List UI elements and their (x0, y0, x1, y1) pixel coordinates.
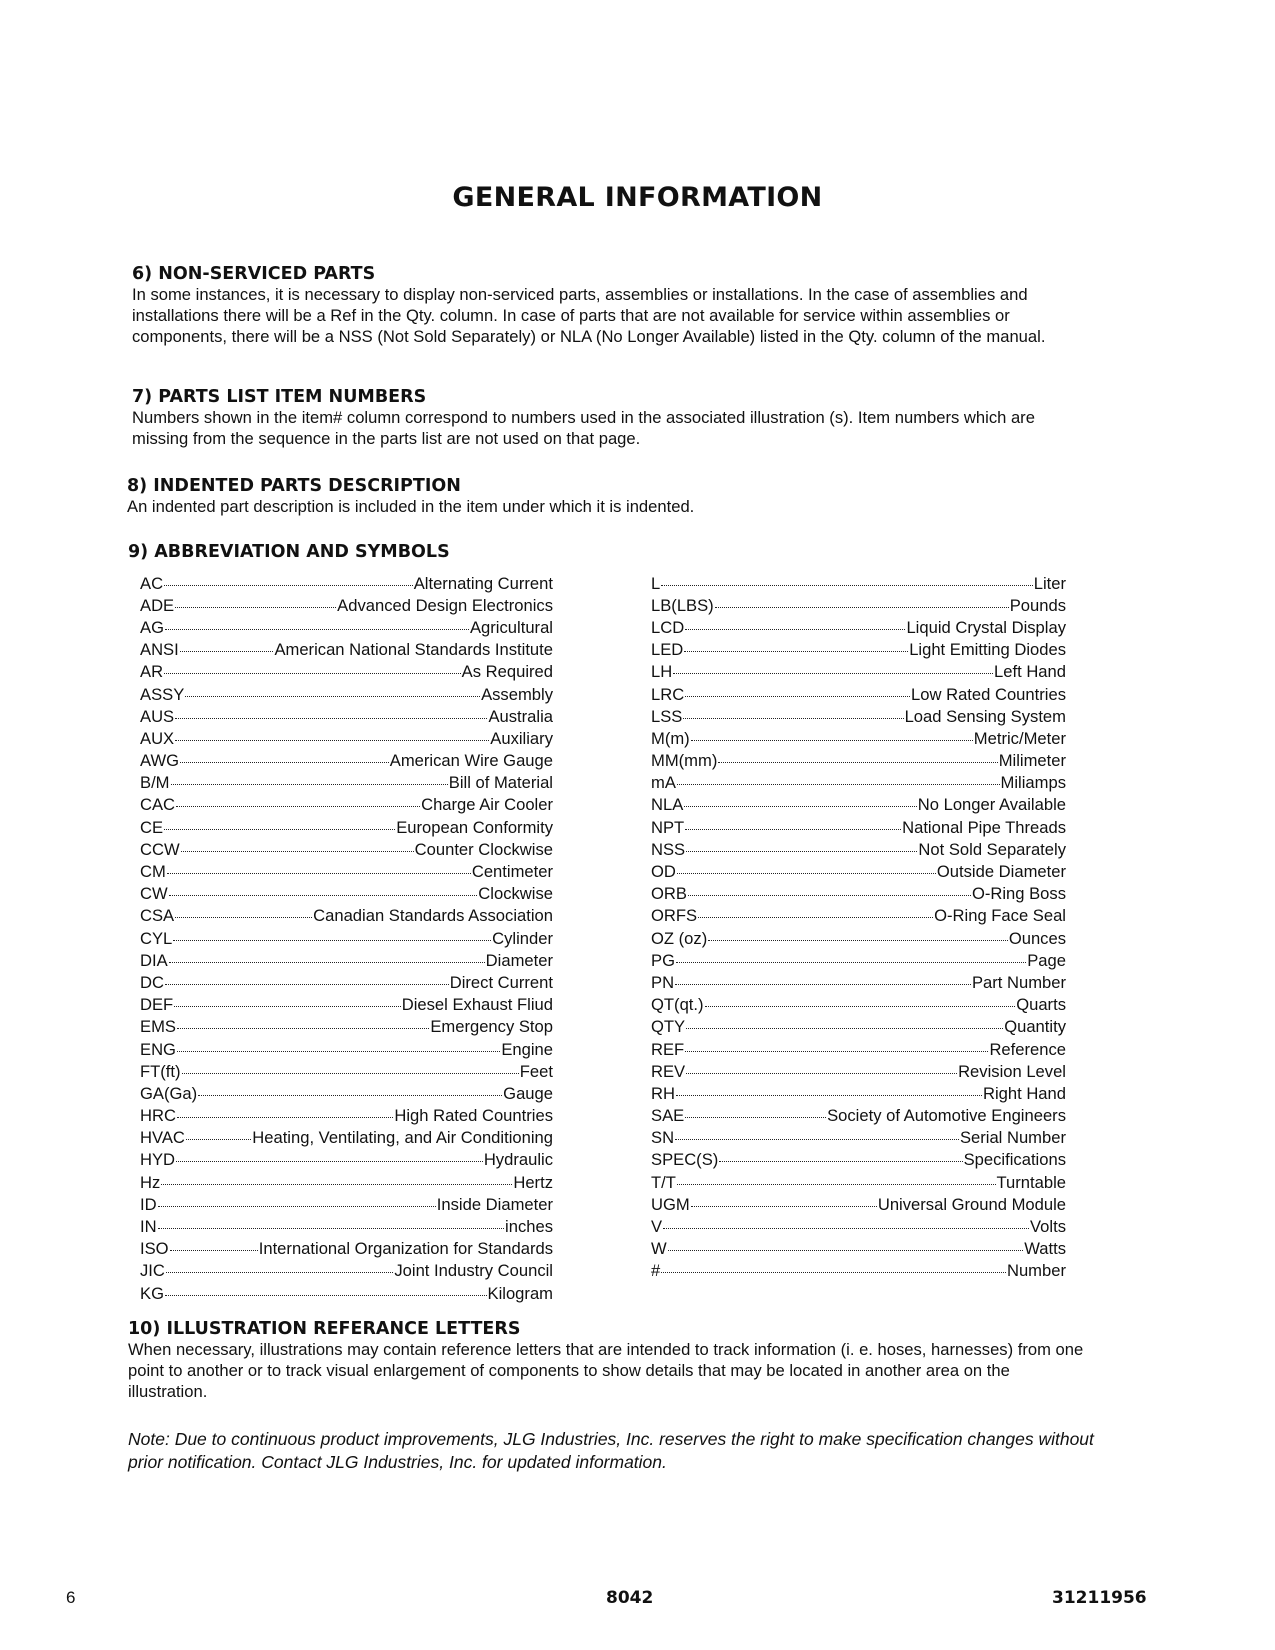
leader-dots (198, 1078, 502, 1096)
leader-dots (685, 612, 905, 630)
abbreviation-term: OZ (oz) (651, 928, 708, 948)
abbreviation-definition: Reference (989, 1039, 1066, 1059)
abbreviation-definition: Heating, Ventilating, and Air Conditioning (252, 1128, 553, 1148)
section-heading: 8) INDENTED PARTS DESCRIPTION (127, 476, 461, 496)
abbreviation-definition: Diesel Exhaust Fliud (401, 995, 553, 1015)
abbreviation-definition: No Longer Available (917, 795, 1066, 815)
abbreviation-definition: Quarts (1016, 995, 1066, 1015)
leader-dots (164, 568, 413, 586)
abbreviation-definition: Cylinder (492, 928, 553, 948)
abbreviation-term: NSS (651, 839, 686, 859)
abbreviation-term: NLA (651, 795, 684, 815)
abbreviation-term: B/M (140, 773, 170, 793)
abbreviation-definition: High Rated Countries (394, 1106, 553, 1126)
leader-dots (170, 1234, 258, 1252)
abbreviation-definition: Load Sensing System (904, 706, 1066, 726)
leader-dots (182, 1056, 519, 1074)
abbreviation-list-right (651, 571, 1066, 1281)
leader-dots (708, 923, 1008, 941)
leader-dots (176, 790, 420, 808)
abbreviation-definition: O-Ring Face Seal (934, 906, 1066, 926)
abbreviation-term: QT(qt.) (651, 995, 704, 1015)
leader-dots (176, 1145, 483, 1163)
abbreviation-term: LED (651, 640, 684, 660)
leader-dots (686, 834, 917, 852)
leader-dots (661, 568, 1032, 586)
abbreviation-definition: Hydraulic (483, 1150, 553, 1170)
abbreviation-definition: Kilogram (487, 1283, 553, 1303)
abbreviation-term: CM (140, 862, 166, 882)
section-heading: 9) ABBREVIATION AND SYMBOLS (128, 542, 450, 562)
abbreviation-term: RH (651, 1083, 675, 1103)
abbreviation-list-left (140, 571, 553, 1303)
abbreviation-term: mA (651, 773, 676, 793)
leader-dots (684, 635, 908, 653)
leader-dots (177, 1034, 500, 1052)
section-heading: 7) PARTS LIST ITEM NUMBERS (132, 387, 427, 407)
abbreviation-term: AC (140, 573, 164, 593)
leader-dots (177, 1101, 393, 1119)
abbreviation-definition: Part Number (971, 972, 1066, 992)
leader-dots (177, 1012, 429, 1030)
leader-dots (685, 1034, 988, 1052)
abbreviation-term: L (651, 573, 661, 593)
abbreviation-term: REV (651, 1061, 686, 1081)
abbreviation-definition: Right Hand (982, 1083, 1066, 1103)
leader-dots (676, 945, 1026, 963)
abbreviation-term: ADE (140, 595, 175, 615)
abbreviation-definition: Liquid Crystal Display (906, 617, 1066, 637)
abbreviation-term: AG (140, 617, 164, 637)
leader-dots (686, 1012, 1003, 1030)
abbreviation-term: AUS (140, 706, 175, 726)
leader-dots (175, 590, 336, 608)
abbreviation-definition: Direct Current (449, 972, 553, 992)
abbreviation-term: GA(Ga) (140, 1083, 198, 1103)
leader-dots (691, 1189, 877, 1207)
abbreviation-term: KG (140, 1283, 164, 1303)
abbreviation-term: HRC (140, 1106, 176, 1126)
leader-dots (676, 1078, 982, 1096)
abbreviation-definition: Page (1027, 950, 1066, 970)
section-parts-list-item-numbers (132, 386, 1092, 450)
leader-dots (691, 723, 973, 741)
leader-dots (685, 1101, 826, 1119)
abbreviation-term: PG (651, 950, 675, 970)
abbreviation-definition: Milimeter (998, 751, 1066, 771)
abbreviation-row (651, 1259, 1066, 1281)
leader-dots (685, 679, 910, 697)
leader-dots (677, 1167, 996, 1185)
section-illustration-reference-letters (128, 1318, 1088, 1402)
leader-dots (698, 901, 933, 919)
abbreviation-definition: Revision Level (958, 1061, 1066, 1081)
section-body: In some instances, it is necessary to display non-serviced parts, assemblies or installations. In the case of assemblies and installations there will be a Ref in the Qty. column. In case of parts that are not available for service within assemblies or components, there will be a NSS (Not Sold Separately) or NLA (No Longer Available) listed in the Qty. column of the manual. (132, 285, 1046, 346)
abbreviation-definition: Left Hand (994, 662, 1066, 682)
abbreviation-definition: Turntable (996, 1172, 1066, 1192)
abbreviation-term: FT(ft) (140, 1061, 181, 1081)
leader-dots (164, 657, 461, 675)
leader-dots (165, 1278, 487, 1296)
abbreviation-term: ISO (140, 1239, 169, 1259)
abbreviation-definition: International Organization for Standards (258, 1239, 553, 1259)
abbreviation-definition: Engine (501, 1039, 553, 1059)
leader-dots (181, 834, 414, 852)
leader-dots (715, 590, 1009, 608)
leader-dots (677, 768, 1000, 786)
abbreviation-definition: Outside Diameter (936, 862, 1066, 882)
section-heading: 10) ILLUSTRATION REFERANCE LETTERS (128, 1319, 521, 1339)
abbreviation-term: CYL (140, 928, 173, 948)
leader-dots (686, 1056, 957, 1074)
abbreviation-term: LB(LBS) (651, 595, 714, 615)
abbreviation-definition: Gauge (503, 1083, 553, 1103)
abbreviation-term: CSA (140, 906, 175, 926)
abbreviation-term: QTY (651, 1017, 686, 1037)
abbreviation-term: CE (140, 817, 164, 837)
abbreviation-term: LH (651, 662, 673, 682)
abbreviation-term: PN (651, 972, 675, 992)
abbreviation-definition: Number (1006, 1261, 1066, 1281)
abbreviation-row (140, 1281, 553, 1303)
abbreviation-term: # (651, 1261, 661, 1281)
abbreviation-term: LCD (651, 617, 685, 637)
section-heading: 6) NON-SERVICED PARTS (132, 264, 376, 284)
abbreviation-definition: Counter Clockwise (414, 839, 553, 859)
leader-dots (688, 879, 971, 897)
leader-dots (677, 856, 936, 874)
abbreviation-definition: Alternating Current (413, 573, 553, 593)
abbreviation-term: CAC (140, 795, 176, 815)
leader-dots (705, 990, 1016, 1008)
leader-dots (685, 812, 901, 830)
footer-page-number: 6 (66, 1588, 76, 1607)
abbreviation-term: CW (140, 884, 168, 904)
abbreviation-definition: Not Sold Separately (918, 839, 1066, 859)
abbreviation-definition: As Required (461, 662, 553, 682)
abbreviation-term: ORFS (651, 906, 698, 926)
abbreviation-term: HYD (140, 1150, 176, 1170)
section-non-serviced-parts (132, 263, 1092, 347)
abbreviation-definition: Agricultural (469, 617, 553, 637)
abbreviation-definition: Assembly (481, 684, 553, 704)
abbreviation-definition: Feet (519, 1061, 553, 1081)
leader-dots (169, 879, 478, 897)
abbreviation-definition: inches (505, 1217, 553, 1237)
abbreviation-term: SN (651, 1128, 675, 1148)
abbreviation-term: SPEC(S) (651, 1150, 719, 1170)
leader-dots (175, 901, 312, 919)
section-abbreviations (128, 541, 1088, 563)
abbreviation-definition: Inside Diameter (436, 1194, 553, 1214)
disclaimer-note: Note: Due to continuous product improvements, JLG Industries, Inc. reserves the right to make specification changes without prior notification. Contact JLG Industries, Inc. for updated information. (128, 1429, 1094, 1472)
abbreviation-term: IN (140, 1217, 157, 1237)
leader-dots (158, 1189, 436, 1207)
abbreviation-definition: Joint Industry Council (394, 1261, 553, 1281)
abbreviation-term: T/T (651, 1172, 676, 1192)
abbreviation-definition: Hertz (513, 1172, 553, 1192)
abbreviation-term: ORB (651, 884, 687, 904)
abbreviation-definition: Pounds (1009, 595, 1066, 615)
abbreviation-term: UGM (651, 1194, 690, 1214)
abbreviation-definition: Clockwise (478, 884, 553, 904)
leader-dots (164, 812, 395, 830)
abbreviation-term: CCW (140, 839, 180, 859)
section-body: An indented part description is included in the item under which it is indented. (127, 497, 695, 516)
leader-dots (675, 967, 971, 985)
abbreviation-definition: Diameter (485, 950, 553, 970)
abbreviation-term: LRC (651, 684, 685, 704)
abbreviation-definition: Miliamps (1000, 773, 1066, 793)
abbreviation-term: ID (140, 1194, 157, 1214)
abbreviation-definition: National Pipe Threads (902, 817, 1066, 837)
leader-dots (175, 723, 489, 741)
footer-document-number: 31211956 (1052, 1588, 1147, 1608)
abbreviation-term: ANSI (140, 640, 179, 660)
abbreviation-definition: Emergency Stop (430, 1017, 553, 1037)
abbreviation-term: AWG (140, 751, 180, 771)
abbreviation-definition: Canadian Standards Association (313, 906, 553, 926)
abbreviation-definition: Society of Automotive Engineers (827, 1106, 1066, 1126)
abbreviation-term: LSS (651, 706, 683, 726)
abbreviation-term: MM(mm) (651, 751, 718, 771)
abbreviation-definition: Quantity (1004, 1017, 1066, 1037)
abbreviation-definition: Volts (1030, 1217, 1066, 1237)
leader-dots (161, 1167, 512, 1185)
abbreviation-term: W (651, 1239, 667, 1259)
abbreviation-term: DIA (140, 950, 168, 970)
leader-dots (668, 1234, 1024, 1252)
leader-dots (661, 1256, 1006, 1274)
section-body: Numbers shown in the item# column correspond to numbers used in the associated illustration (s). Item numbers which are missing from the sequence in the parts list are not used on that page. (132, 408, 1035, 448)
abbreviation-definition: Serial Number (959, 1128, 1066, 1148)
abbreviation-definition: Auxiliary (490, 728, 553, 748)
abbreviation-term: ASSY (140, 684, 185, 704)
leader-dots (175, 701, 487, 719)
leader-dots (180, 746, 389, 764)
abbreviation-term: ENG (140, 1039, 176, 1059)
abbreviation-term: DC (140, 972, 164, 992)
abbreviation-definition: Charge Air Cooler (421, 795, 553, 815)
abbreviation-definition: American National Standards Institute (274, 640, 553, 660)
leader-dots (166, 1256, 393, 1274)
abbreviation-term: Hz (140, 1172, 161, 1192)
leader-dots (165, 612, 469, 630)
leader-dots (663, 1211, 1029, 1229)
leader-dots (158, 1211, 504, 1229)
abbreviation-definition: Australia (488, 706, 553, 726)
abbreviation-definition: Ounces (1008, 928, 1066, 948)
abbreviation-definition: Watts (1024, 1239, 1066, 1259)
abbreviation-term: REF (651, 1039, 685, 1059)
abbreviation-definition: Universal Ground Module (877, 1194, 1066, 1214)
abbreviation-definition: Centimeter (471, 862, 553, 882)
abbreviation-term: SAE (651, 1106, 685, 1126)
page-title: GENERAL INFORMATION (452, 182, 823, 213)
leader-dots (684, 790, 916, 808)
abbreviation-term: HVAC (140, 1128, 185, 1148)
abbreviation-term: EMS (140, 1017, 176, 1037)
abbreviation-term: AUX (140, 728, 175, 748)
abbreviation-definition: European Conformity (396, 817, 553, 837)
leader-dots (174, 990, 401, 1008)
abbreviation-definition: Specifications (963, 1150, 1066, 1170)
leader-dots (169, 945, 485, 963)
abbreviation-definition: Advanced Design Electronics (337, 595, 553, 615)
footer-model-number: 8042 (606, 1588, 654, 1608)
section-body: When necessary, illustrations may contain reference letters that are intended to track information (i. e. hoses, harnesses) from one point to another or to track visual enlargement of components to show details that may be located in another area on the illustration. (128, 1340, 1084, 1401)
abbreviation-definition: American Wire Gauge (389, 751, 553, 771)
abbreviation-term: V (651, 1217, 663, 1237)
section-indented-parts-description (127, 475, 1087, 518)
abbreviation-term: DEF (140, 995, 174, 1015)
abbreviation-definition: O-Ring Boss (971, 884, 1066, 904)
leader-dots (173, 923, 491, 941)
abbreviation-definition: Metric/Meter (973, 728, 1066, 748)
leader-dots (683, 701, 903, 719)
leader-dots (718, 746, 997, 764)
abbreviation-term: JIC (140, 1261, 165, 1281)
abbreviation-term: AR (140, 662, 164, 682)
leader-dots (719, 1145, 962, 1163)
leader-dots (180, 635, 274, 653)
leader-dots (185, 679, 480, 697)
abbreviation-definition: Bill of Material (448, 773, 553, 793)
abbreviation-term: M(m) (651, 728, 690, 748)
leader-dots (673, 657, 993, 675)
abbreviation-term: OD (651, 862, 676, 882)
abbreviation-term: NPT (651, 817, 685, 837)
leader-dots (186, 1123, 251, 1141)
leader-dots (171, 768, 448, 786)
abbreviation-definition: Light Emitting Diodes (909, 640, 1066, 660)
abbreviation-definition: Liter (1033, 573, 1066, 593)
abbreviation-definition: Low Rated Countries (911, 684, 1066, 704)
leader-dots (675, 1123, 959, 1141)
leader-dots (165, 967, 449, 985)
leader-dots (167, 856, 471, 874)
